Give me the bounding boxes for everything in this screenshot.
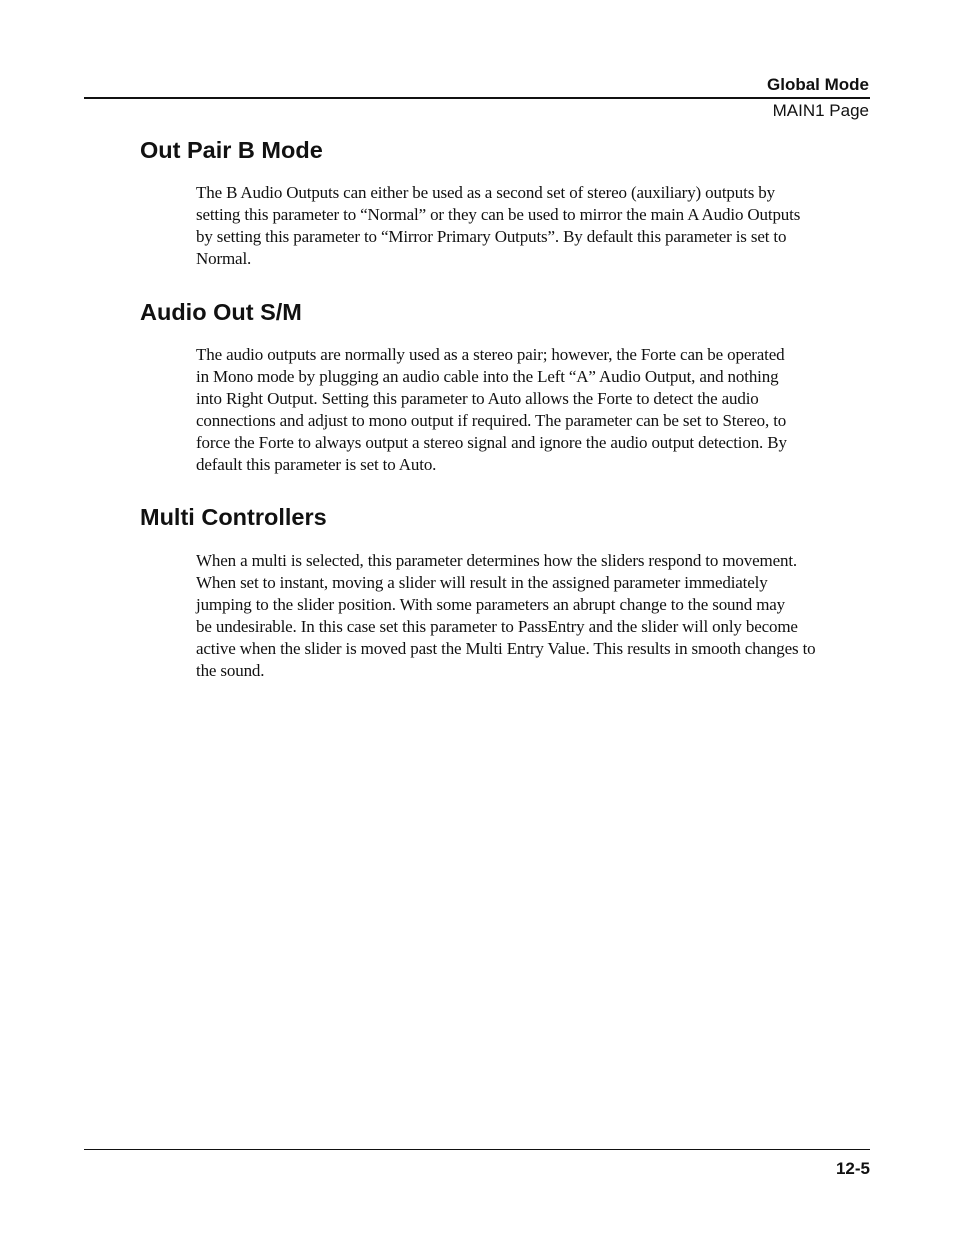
header-chapter-title: Global Mode: [767, 75, 869, 94]
header-rule: [84, 97, 870, 99]
section-body-out-pair-b-mode: [196, 182, 872, 270]
body-line: The audio outputs are normally used as a stereo pair; however, the Forte can be operated: [196, 345, 785, 364]
body-line: connections and adjust to mono output if required. The parameter can be set to Stereo, to: [196, 411, 787, 430]
body-line: The B Audio Outputs can either be used as a second set of stereo (auxiliary) outputs by: [196, 183, 775, 202]
header-page-name: MAIN1 Page: [772, 101, 869, 120]
section-heading-out-pair-b-mode: Out Pair B Mode: [140, 137, 323, 163]
body-line: force the Forte to always output a stereo signal and ignore the audio output detection. By: [196, 433, 787, 452]
body-line: default this parameter is set to Auto.: [196, 455, 437, 474]
section-body-multi-controllers: [196, 550, 872, 682]
page-number: 12-5: [835, 1159, 870, 1178]
body-line: in Mono mode by plugging an audio cable into the Left “A” Audio Output, and nothing: [196, 367, 779, 386]
section-heading-multi-controllers: Multi Controllers: [140, 504, 327, 530]
running-header: [84, 75, 870, 121]
section-heading-audio-out-sm: Audio Out S/M: [140, 299, 302, 325]
body-line: by setting this parameter to “Mirror Primary Outputs”. By default this parameter is set to: [196, 227, 787, 246]
body-line: When set to instant, moving a slider will result in the assigned parameter immediately: [196, 573, 768, 592]
body-line: Normal.: [196, 249, 252, 268]
footer-rule: [84, 1149, 870, 1150]
body-line: setting this parameter to “Normal” or they can be used to mirror the main A Audio Outputs: [196, 205, 801, 224]
body-line: active when the slider is moved past the Multi Entry Value. This results in smooth changes to: [196, 639, 816, 658]
body-line: be undesirable. In this case set this parameter to PassEntry and the slider will only become: [196, 617, 798, 636]
body-line: into Right Output. Setting this parameter to Auto allows the Forte to detect the audio: [196, 389, 759, 408]
body-line: the sound.: [196, 661, 265, 680]
section-body-audio-out-sm: [196, 344, 872, 476]
body-line: jumping to the slider position. With some parameters an abrupt change to the sound may: [196, 595, 786, 614]
body-line: When a multi is selected, this parameter determines how the sliders respond to movement.: [196, 551, 797, 570]
